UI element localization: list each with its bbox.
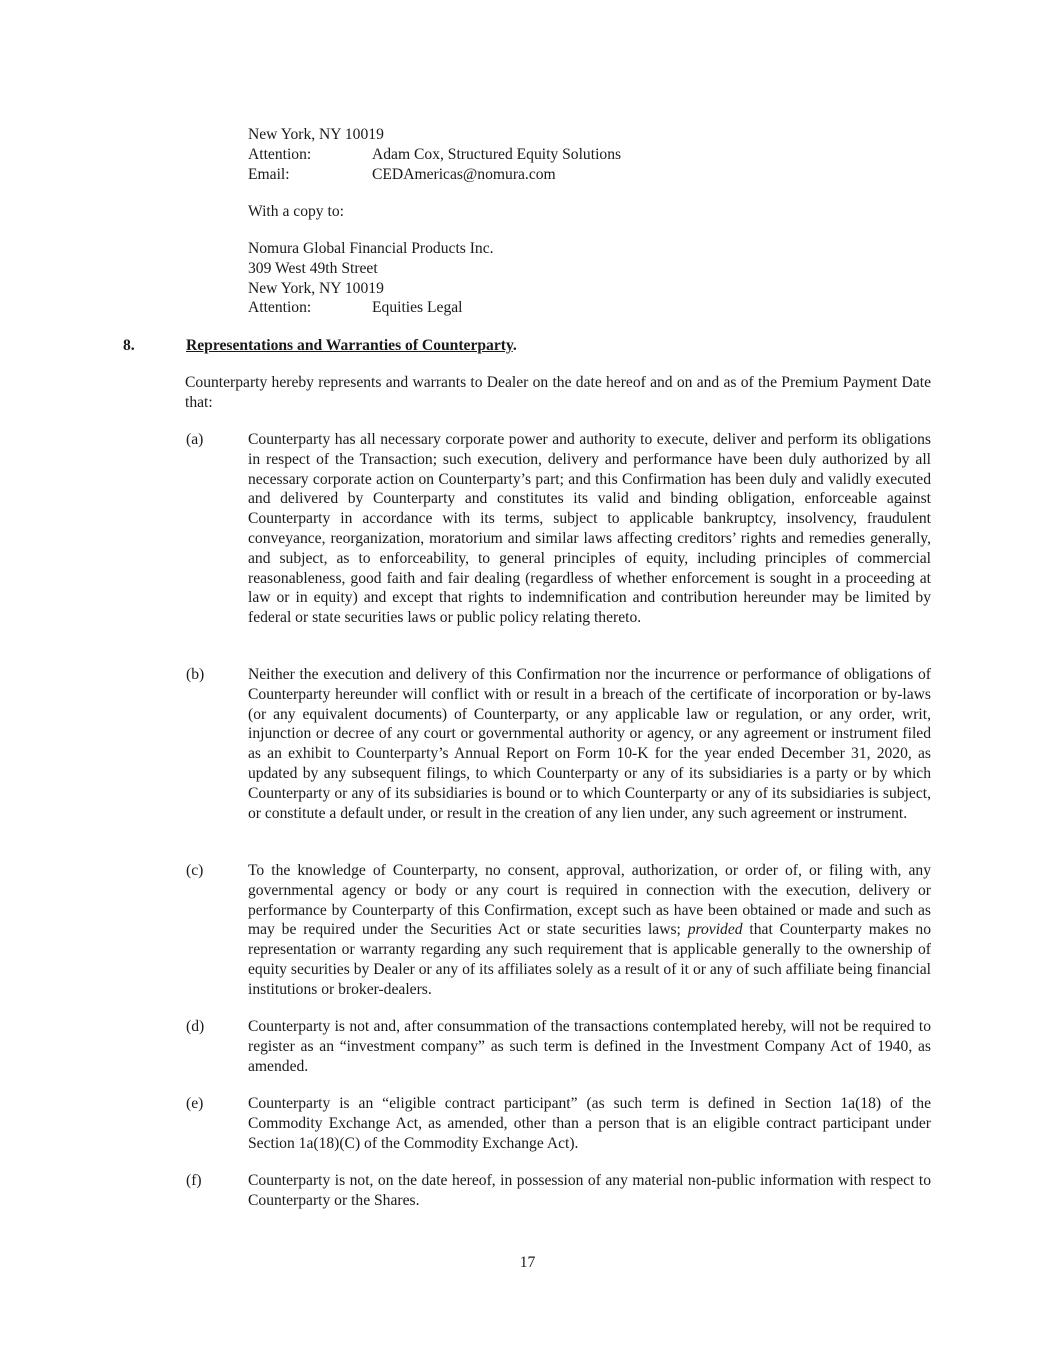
attention-value: Adam Cox, Structured Equity Solutions xyxy=(372,145,622,163)
item-marker: (e) xyxy=(186,1095,204,1112)
attention-value: Equities Legal xyxy=(372,299,463,317)
section-title xyxy=(186,336,517,356)
attention-label: Attention: xyxy=(248,299,312,317)
address-block-copy xyxy=(248,239,848,318)
item-text: Counterparty is not, on the date hereof, in possession of any material non-public information with respect to Counterparty or the Shares. xyxy=(248,1172,931,1209)
attention-line xyxy=(248,298,848,318)
item-text: Neither the execution and delivery of this Confirmation nor the incurrence or performance of obligations of Counterparty hereunder will conflict with or result in a breach of the certificate of incorporation or by-laws (or any equivalent documents) of Counterparty, or any applicable law or regulation, or any order, writ, injunction or decree of any court or governmental authority or agency, or any agreement or instrument filed as an exhibit to Counterparty’s Annual Report on Form 10-K for the year ended December 31, 2020, as updated by any subsequent filings, to which Counterparty or any of its subsidiaries is a party or by which Counterparty or any of its subsidiaries is bound or to which Counterparty or any of its subsidiaries is subject, or constitute a default under, or result in the creation of any lien under, any such agreement or instrument. xyxy=(248,666,931,822)
list-item-d xyxy=(186,1017,931,1076)
item-text: Counterparty is an “eligible contract participant” (as such term is defined in Section 1a(18) of the Commodity Exchange Act, as amended, other than a person that is an eligible contract participant under Section 1a(18)(C) of the Commodity Exchange Act). xyxy=(248,1095,931,1152)
email-value: CEDAmericas@nomura.com xyxy=(372,165,556,183)
page-number: 17 xyxy=(519,1254,536,1271)
item-text-part: To the knowledge of Counterparty, no consent, approval, authorization, or order of, or filing with, any governmental agency or body or any court is required in connection with the execution, delivery or performance by Counterparty of this Confirmation, except such as have been obtained or made and such as may be required under the Securities Act or state securities laws; xyxy=(248,862,931,939)
list-item-c xyxy=(186,861,931,1000)
item-text-part: that Counterparty makes no representation or warranty regarding any such requirement that is applicable generally to the ownership of equity securities by Dealer or any of its affiliates solely as a result of it or any of such affiliate being financial institutions or broker-dealers. xyxy=(248,921,931,998)
copy-to-label: With a copy to: xyxy=(248,203,344,220)
section-number: 8. xyxy=(123,337,135,354)
company-name: Nomura Global Financial Products Inc. xyxy=(248,240,494,257)
item-marker: (f) xyxy=(186,1172,202,1189)
section-title-text: Representations and Warranties of Counterparty xyxy=(186,337,513,354)
item-text xyxy=(248,861,931,1000)
address-block-dealer xyxy=(248,125,848,184)
address-city-line: New York, NY 10019 xyxy=(248,126,384,143)
section-intro: Counterparty hereby represents and warrants to Dealer on the date hereof and on and as of the Premium Payment Date that: xyxy=(185,374,931,411)
email-line xyxy=(248,165,848,185)
list-item-e xyxy=(186,1094,931,1153)
list-item-a xyxy=(186,430,931,628)
item-marker: (c) xyxy=(186,862,204,879)
list-item-b xyxy=(186,665,931,823)
item-marker: (a) xyxy=(186,431,204,448)
street-line: 309 West 49th Street xyxy=(248,259,378,277)
item-text: Counterparty is not and, after consummation of the transactions contemplated hereby, will not be required to register as an “investment company” as such term is defined in the Investment Company Act of 1940, as amended. xyxy=(248,1018,931,1075)
attention-line xyxy=(248,145,848,165)
email-label: Email: xyxy=(248,165,290,183)
list-item-f xyxy=(186,1171,931,1211)
address-city-line: New York, NY 10019 xyxy=(248,279,384,297)
attention-label: Attention: xyxy=(248,145,312,163)
item-marker: (b) xyxy=(186,666,205,683)
item-text-italic: provided xyxy=(687,921,743,939)
section-title-period: . xyxy=(512,337,517,354)
item-text: Counterparty has all necessary corporate power and authority to execute, deliver and perform its obligations in respect of the Transaction; such execution, delivery and performance have been duly authorized by all necessary corporate action on Counterparty’s part; and this Confirmation has been duly and validly executed and delivered by Counterparty and constitutes its valid and binding obligation, enforceable against Counterparty in accordance with its terms, subject to applicable bankruptcy, insolvency, fraudulent conveyance, reorganization, moratorium and similar laws affecting creditors’ rights and remedies generally, and subject, as to enforceability, to general principles of equity, including principles of commercial reasonableness, good faith and fair dealing (regardless of whether enforcement is sought in a proceeding at law or in equity) and except that rights to indemnification and contribution hereunder may be limited by federal or state securities laws or public policy relating thereto. xyxy=(248,431,931,627)
item-marker: (d) xyxy=(186,1018,205,1035)
